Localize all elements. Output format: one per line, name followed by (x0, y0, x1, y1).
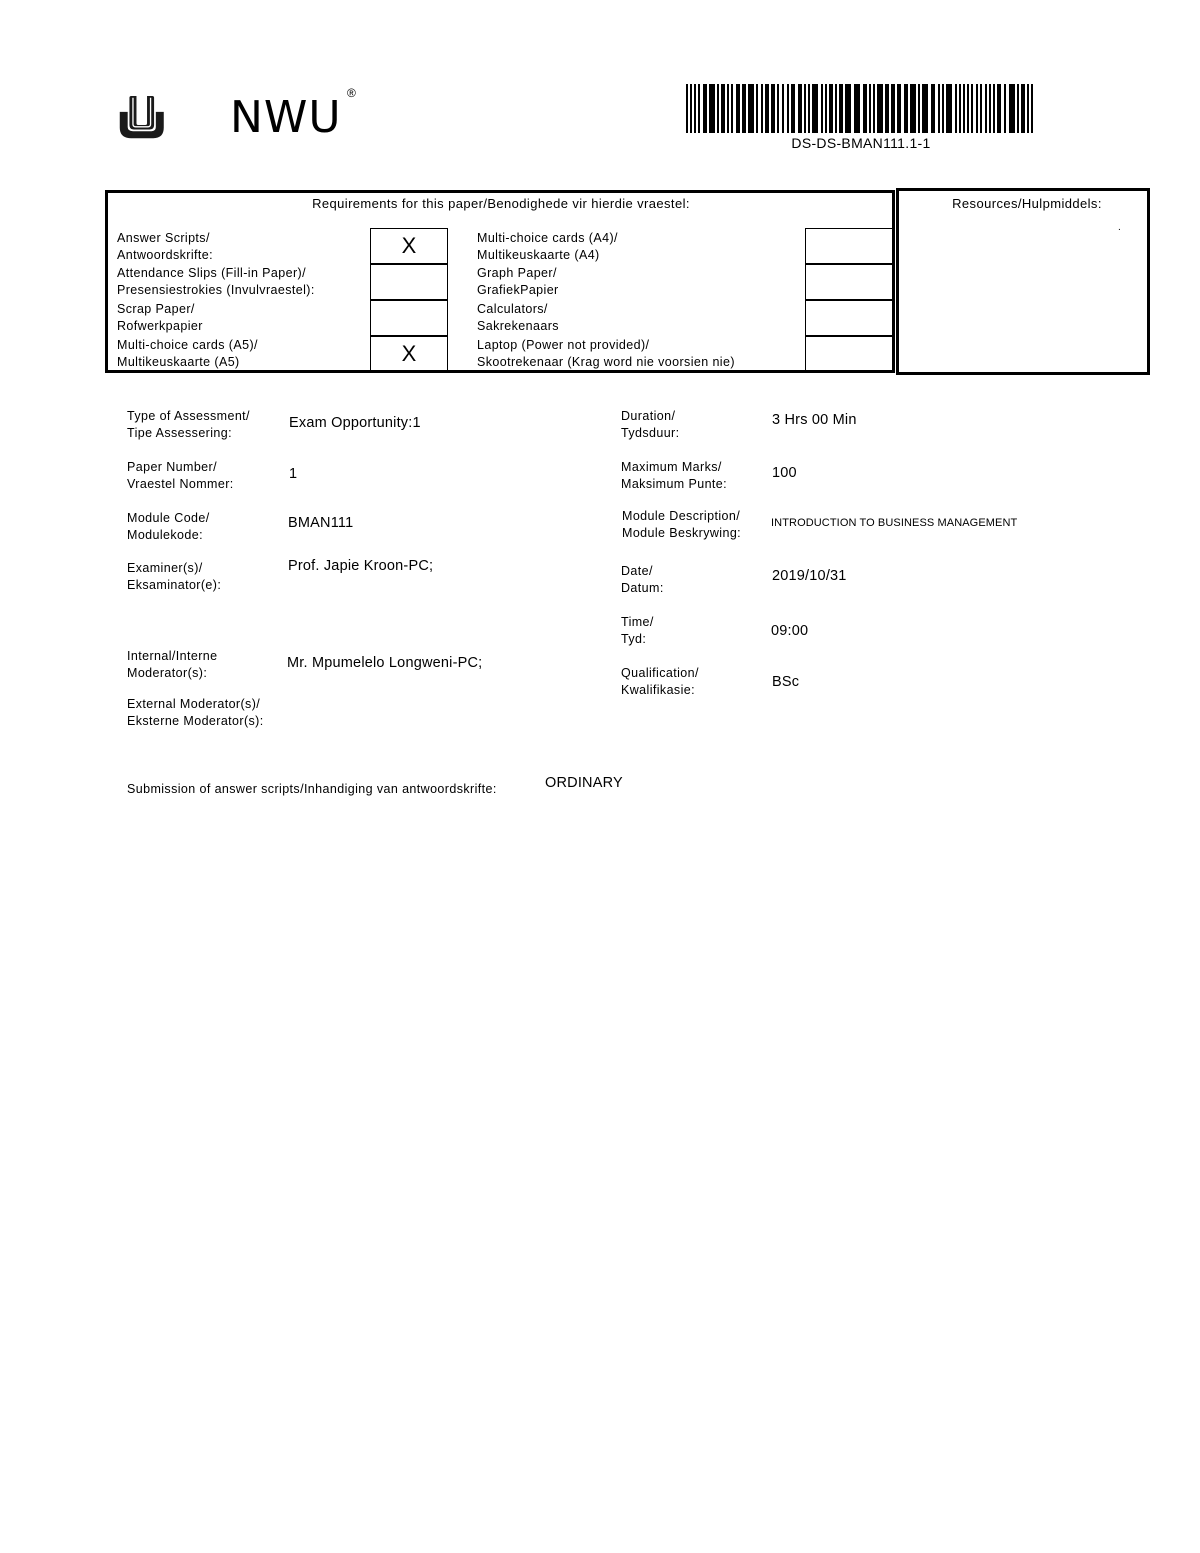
barcode-bar (748, 84, 754, 133)
barcode-bar (835, 84, 837, 133)
barcode-bar (976, 84, 978, 133)
barcode-bar (804, 84, 806, 133)
req-laptop-label: Laptop (Power not provided)/ Skootrekenaar (Krag word nie voorsien nie) (477, 338, 735, 369)
barcode-bar (863, 84, 867, 133)
barcode-bar (959, 84, 961, 133)
req-mc-cards-a5-label: Multi-choice cards (A5)/ Multikeuskaarte (A5) (117, 338, 258, 369)
internal-moderator-value: Mr. Mpumelelo Longweni-PC; (287, 655, 483, 671)
examiner-label: Examiner(s)/ Eksaminator(e): (127, 561, 222, 592)
barcode-bar (727, 84, 729, 133)
resources-title: Resources/Hulpmiddels: (952, 196, 1102, 211)
barcode-bar (1031, 84, 1033, 133)
module-description-label: Module Description/ Module Beskrywing: (622, 509, 742, 540)
barcode-bar (938, 84, 940, 133)
req-attendance-slips-label: Attendance Slips (Fill-in Paper)/ Presensiestrokies (Invulvraestel): (117, 266, 315, 297)
barcode-bar (721, 84, 725, 133)
req-graph-paper-label: Graph Paper/ GrafiekPapier (477, 266, 559, 297)
barcode-bar (873, 84, 875, 133)
barcode-bar (1027, 84, 1029, 133)
barcode-bar (736, 84, 740, 133)
barcode-bar (845, 84, 851, 133)
barcode-bar (985, 84, 987, 133)
barcode-bar (731, 84, 733, 133)
time-label: Time/ Tyd: (621, 615, 654, 646)
barcode-bar (777, 84, 779, 133)
barcode-bar (869, 84, 871, 133)
barcode-bar (1021, 84, 1025, 133)
barcode-bar (971, 84, 973, 133)
barcode-bar (825, 84, 827, 133)
req-graph-paper-checkbox (805, 264, 895, 300)
req-scrap-paper-label: Scrap Paper/ Rofwerkpapier (117, 302, 203, 333)
submission-value: ORDINARY (545, 775, 623, 791)
date-label: Date/ Datum: (621, 564, 664, 595)
barcode-bar (942, 84, 944, 133)
barcode-bar (980, 84, 982, 133)
barcode-bar (829, 84, 833, 133)
barcode-bar (1017, 84, 1019, 133)
barcode-bar (1009, 84, 1015, 133)
barcode-bar (946, 84, 952, 133)
barcode-bar (808, 84, 810, 133)
req-laptop-checkbox (805, 336, 895, 372)
module-code-value: BMAN111 (288, 515, 354, 531)
req-mc-cards-a4-label: Multi-choice cards (A4)/ Multikeuskaarte (A4) (477, 231, 618, 262)
barcode-bar (698, 84, 700, 133)
barcode-bar (742, 84, 746, 133)
logo-wordmark: NWU (230, 92, 342, 143)
barcode-bar (891, 84, 895, 133)
req-answer-scripts-label: Answer Scripts/ Antwoordskrifte: (117, 231, 214, 262)
barcode-bar (904, 84, 908, 133)
type-of-assessment-label: Type of Assessment/ Tipe Assessering: (127, 409, 250, 440)
examiner-value: Prof. Japie Kroon-PC; (288, 558, 434, 574)
req-calculators-checkbox (805, 300, 895, 336)
module-description-value: INTRODUCTION TO BUSINESS MANAGEMENT (771, 517, 1018, 529)
paper-number-value: 1 (289, 466, 298, 482)
barcode-bar (955, 84, 957, 133)
barcode-bar (839, 84, 843, 133)
barcode (686, 84, 1036, 133)
barcode-code: DS-DS-BMAN111.1-1 (791, 135, 931, 151)
barcode-bar (922, 84, 928, 133)
barcode-bar (897, 84, 901, 133)
barcode-bar (997, 84, 1001, 133)
req-calculators-label: Calculators/ Sakrekenaars (477, 302, 559, 333)
barcode-bar (694, 84, 696, 133)
barcode-bar (967, 84, 969, 133)
req-attendance-slips-checkbox (370, 264, 448, 300)
duration-value: 3 Hrs 00 Min (772, 412, 857, 428)
barcode-bar (931, 84, 935, 133)
barcode-bar (821, 84, 823, 133)
barcode-bar (771, 84, 775, 133)
req-scrap-paper-checkbox (370, 300, 448, 336)
resources-mark: . (1118, 222, 1121, 233)
max-marks-value: 100 (772, 465, 797, 481)
barcode-bar (765, 84, 769, 133)
barcode-bar (877, 84, 883, 133)
barcode-bar (798, 84, 802, 133)
req-mc-cards-a4-checkbox (805, 228, 895, 264)
external-moderator-label: External Moderator(s)/ Eksterne Moderator(s): (127, 697, 264, 728)
barcode-bar (993, 84, 995, 133)
barcode-bar (686, 84, 688, 133)
barcode-bar (963, 84, 965, 133)
max-marks-label: Maximum Marks/ Maksimum Punte: (621, 460, 728, 491)
barcode-bar (1004, 84, 1006, 133)
barcode-bar (885, 84, 889, 133)
internal-moderator-label: Internal/Interne Moderator(s): (127, 649, 218, 680)
barcode-bar (690, 84, 692, 133)
barcode-bar (787, 84, 789, 133)
barcode-bar (791, 84, 795, 133)
registered-mark: ® (347, 86, 356, 100)
module-code-label: Module Code/ Modulekode: (127, 511, 210, 542)
qualification-value: BSc (772, 674, 800, 690)
time-value: 09:00 (771, 623, 809, 639)
requirements-title: Requirements for this paper/Benodighede vir hierdie vraestel: (312, 196, 690, 211)
paper-number-label: Paper Number/ Vraestel Nommer: (127, 460, 234, 491)
nwu-logo (118, 68, 228, 168)
barcode-bar (910, 84, 916, 133)
barcode-bar (761, 84, 763, 133)
barcode-bar (756, 84, 758, 133)
barcode-bar (709, 84, 715, 133)
barcode-bar (989, 84, 991, 133)
date-value: 2019/10/31 (772, 568, 847, 584)
barcode-bar (703, 84, 707, 133)
duration-label: Duration/ Tydsduur: (621, 409, 680, 440)
resources-box (896, 188, 1150, 375)
req-answer-scripts-checkbox: X (370, 228, 448, 264)
barcode-bar (782, 84, 784, 133)
barcode-bar (854, 84, 860, 133)
req-mc-cards-a5-checkbox: X (370, 336, 448, 372)
barcode-bar (812, 84, 818, 133)
qualification-label: Qualification/ Kwalifikasie: (621, 666, 699, 697)
barcode-bar (717, 84, 719, 133)
type-of-assessment-value: Exam Opportunity:1 (289, 415, 421, 431)
barcode-bar (918, 84, 920, 133)
submission-label: Submission of answer scripts/Inhandiging van antwoordskrifte: (127, 782, 497, 796)
